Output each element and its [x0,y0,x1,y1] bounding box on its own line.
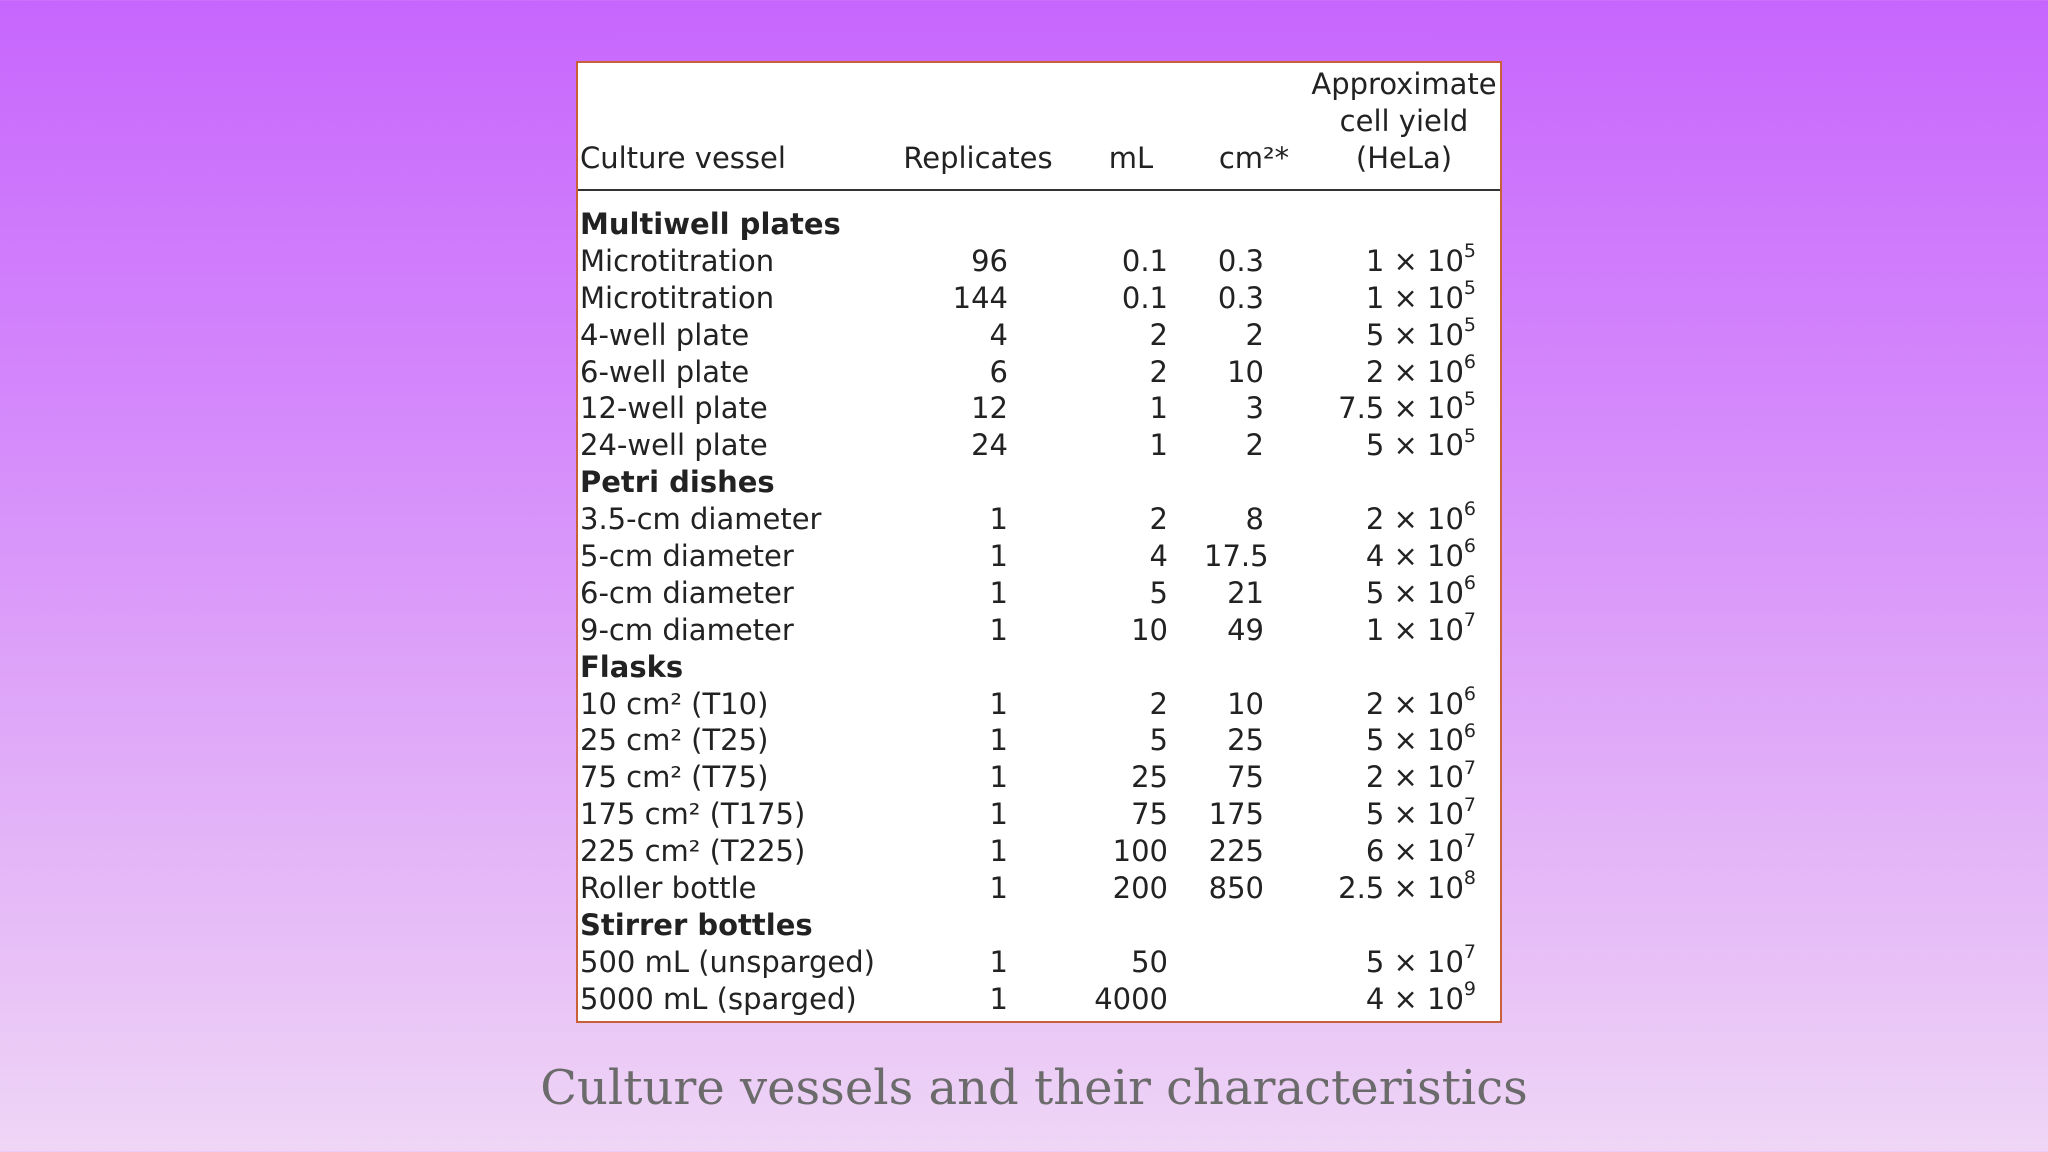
section-title: Stirrer bottles [580,907,813,942]
ml-value: 10 [1131,612,1168,647]
ml-value: 75 [1131,797,1168,832]
vessel-name: 75 cm² (T75) [580,760,769,795]
cm2-value: 2 [1245,428,1264,463]
cell-yield-value [1365,609,1476,649]
table-row [578,941,1502,981]
replicates-value: 1 [989,539,1008,574]
table-row [578,387,1502,427]
replicates-value: 1 [989,760,1008,795]
replicates-value: 1 [989,871,1008,906]
replicates-value: 1 [989,723,1008,758]
yield-exponent: 6 [1463,535,1476,558]
cm2-value: 0.3 [1217,243,1264,278]
vessel-name: 25 cm² (T25) [580,723,769,758]
header-cm2: cm²* [1218,141,1290,175]
table-row [578,424,1502,464]
yield-base: 6 × 10 [1365,834,1464,869]
ml-value: 1 [1149,428,1168,463]
cell-yield-value [1365,756,1476,796]
table-row [578,719,1502,759]
cm2-value: 49 [1227,612,1264,647]
header-ml: mL [1108,141,1154,175]
cm2-value: 225 [1208,834,1264,869]
yield-exponent: 5 [1463,424,1476,447]
table-row [578,314,1502,354]
vessel-name: 3.5-cm diameter [580,502,822,537]
yield-exponent: 7 [1463,609,1476,632]
section-title: Flasks [580,649,684,684]
ml-value: 50 [1131,944,1168,979]
section-title: Petri dishes [580,465,775,500]
table-header-row [578,63,1502,191]
table-row [578,498,1502,538]
yield-exponent: 7 [1463,793,1476,816]
replicates-value: 24 [971,428,1008,463]
ml-value: 2 [1149,317,1168,352]
ml-value: 2 [1149,354,1168,389]
table-row [578,240,1502,280]
yield-exponent: 7 [1463,941,1476,964]
ml-value: 200 [1112,871,1168,906]
ml-value: 2 [1149,502,1168,537]
yield-exponent: 7 [1463,830,1476,853]
yield-exponent: 6 [1463,682,1476,705]
cm2-value: 2 [1245,317,1264,352]
yield-base: 2.5 × 10 [1338,871,1464,906]
cm2-value: 10 [1227,354,1264,389]
section-header-row [578,649,1502,686]
ml-value: 0.1 [1121,280,1168,315]
section-header-row [578,206,1502,243]
replicates-value: 4 [989,317,1008,352]
header-culture-vessel: Culture vessel [580,141,786,175]
yield-exponent: 7 [1463,756,1476,779]
ml-value: 25 [1131,760,1168,795]
cell-yield-value [1365,719,1476,759]
vessel-name: 9-cm diameter [580,612,794,647]
cell-yield-value [1365,793,1476,833]
vessel-name: 4-well plate [580,317,750,352]
vessel-name: Roller bottle [580,871,757,906]
vessel-name: 6-cm diameter [580,575,794,610]
yield-base: 5 × 10 [1365,317,1464,352]
cell-yield-value [1365,682,1476,723]
section-header-row [578,464,1502,501]
replicates-value: 1 [989,575,1008,610]
vessel-name: Microtitration [580,243,775,278]
replicates-value: 1 [989,981,1008,1016]
table-row [578,572,1502,612]
table-row [578,682,1502,723]
vessel-name: 6-well plate [580,354,750,389]
table-row [578,756,1502,796]
yield-exponent: 6 [1463,498,1476,521]
yield-exponent: 9 [1463,978,1476,1001]
yield-base: 1 × 10 [1365,612,1464,647]
cell-yield-value [1365,941,1476,981]
ml-value: 5 [1149,575,1168,610]
cell-yield-value [1365,572,1476,612]
table-row [578,867,1502,907]
table-row [578,277,1502,317]
yield-exponent: 5 [1463,314,1476,337]
vessel-name: 12-well plate [580,391,768,426]
replicates-value: 1 [989,502,1008,537]
yield-exponent: 5 [1463,387,1476,410]
section-header-row [578,907,1502,944]
cell-yield-value [1365,350,1476,391]
yield-base: 2 × 10 [1365,502,1464,537]
yield-base: 2 × 10 [1365,760,1464,795]
yield-exponent: 6 [1463,719,1476,742]
replicates-value: 144 [952,280,1008,315]
ml-value: 0.1 [1121,243,1168,278]
yield-base: 4 × 10 [1365,981,1464,1016]
cell-yield-value [1365,535,1476,575]
replicates-value: 1 [989,797,1008,832]
yield-base: 4 × 10 [1365,539,1464,574]
vessel-name: 24-well plate [580,428,768,463]
vessel-name: 5-cm diameter [580,539,794,574]
table-body [578,206,1502,1018]
yield-exponent: 8 [1463,867,1476,890]
replicates-value: 1 [989,834,1008,869]
ml-value: 4 [1149,539,1168,574]
yield-base: 7.5 × 10 [1338,391,1464,426]
replicates-value: 1 [989,612,1008,647]
cell-yield-value [1365,277,1476,317]
yield-base: 5 × 10 [1365,797,1464,832]
cm2-value: 10 [1227,686,1264,721]
vessel-name: 500 mL (unsparged) [580,944,875,979]
yield-exponent: 6 [1463,350,1476,373]
cm2-value: 21 [1227,575,1264,610]
header-yield-line2: cell yield [1339,104,1469,138]
table-row [578,978,1502,1018]
yield-base: 5 × 10 [1365,944,1464,979]
yield-exponent: 6 [1463,572,1476,595]
cell-yield-value [1338,867,1476,907]
table-row [578,350,1502,391]
cell-yield-value [1365,314,1476,354]
ml-value: 5 [1149,723,1168,758]
table-row [578,609,1502,649]
header-yield-line3: (HeLa) [1355,141,1453,175]
yield-exponent: 5 [1463,240,1476,263]
cm2-value: 75 [1227,760,1264,795]
cm2-value: 17.5 [1204,539,1269,574]
replicates-value: 1 [989,686,1008,721]
cell-yield-value [1365,498,1476,538]
header-cell-yield [1304,66,1502,177]
yield-base: 2 × 10 [1365,354,1464,389]
vessel-name: 225 cm² (T225) [580,834,806,869]
cm2-value: 0.3 [1217,280,1264,315]
ml-value: 4000 [1094,981,1168,1016]
yield-base: 5 × 10 [1365,428,1464,463]
cell-yield-value [1365,830,1476,870]
header-replicates: Replicates [903,141,1053,175]
yield-base: 5 × 10 [1365,723,1464,758]
replicates-value: 96 [971,243,1008,278]
table-row [578,793,1502,833]
section-title: Multiwell plates [580,207,841,241]
slide-caption: Culture vessels and their characteristics [540,1060,1528,1116]
yield-base: 2 × 10 [1365,686,1464,721]
yield-base: 1 × 10 [1365,280,1464,315]
cm2-value: 850 [1208,871,1264,906]
table-row [578,830,1502,870]
cm2-value: 3 [1245,391,1264,426]
yield-exponent: 5 [1463,277,1476,300]
cm2-value: 175 [1208,797,1264,832]
ml-value: 1 [1149,391,1168,426]
vessel-name: 10 cm² (T10) [580,686,769,721]
cm2-value: 25 [1227,723,1264,758]
ml-value: 2 [1149,686,1168,721]
culture-vessel-table [576,61,1502,1023]
cell-yield-value [1338,387,1476,427]
yield-base: 5 × 10 [1365,575,1464,610]
cm2-value: 8 [1245,502,1264,537]
yield-base: 1 × 10 [1365,243,1464,278]
replicates-value: 1 [989,944,1008,979]
vessel-name: 175 cm² (T175) [580,797,806,832]
ml-value: 100 [1112,834,1168,869]
cell-yield-value [1365,240,1476,280]
header-yield-line1: Approximate [1311,67,1497,101]
replicates-value: 12 [971,391,1008,426]
replicates-value: 6 [989,354,1008,389]
table-row [578,535,1502,575]
cell-yield-value [1365,424,1476,464]
vessel-name: Microtitration [580,280,775,315]
vessel-name: 5000 mL (sparged) [580,981,857,1016]
cell-yield-value [1365,978,1476,1018]
